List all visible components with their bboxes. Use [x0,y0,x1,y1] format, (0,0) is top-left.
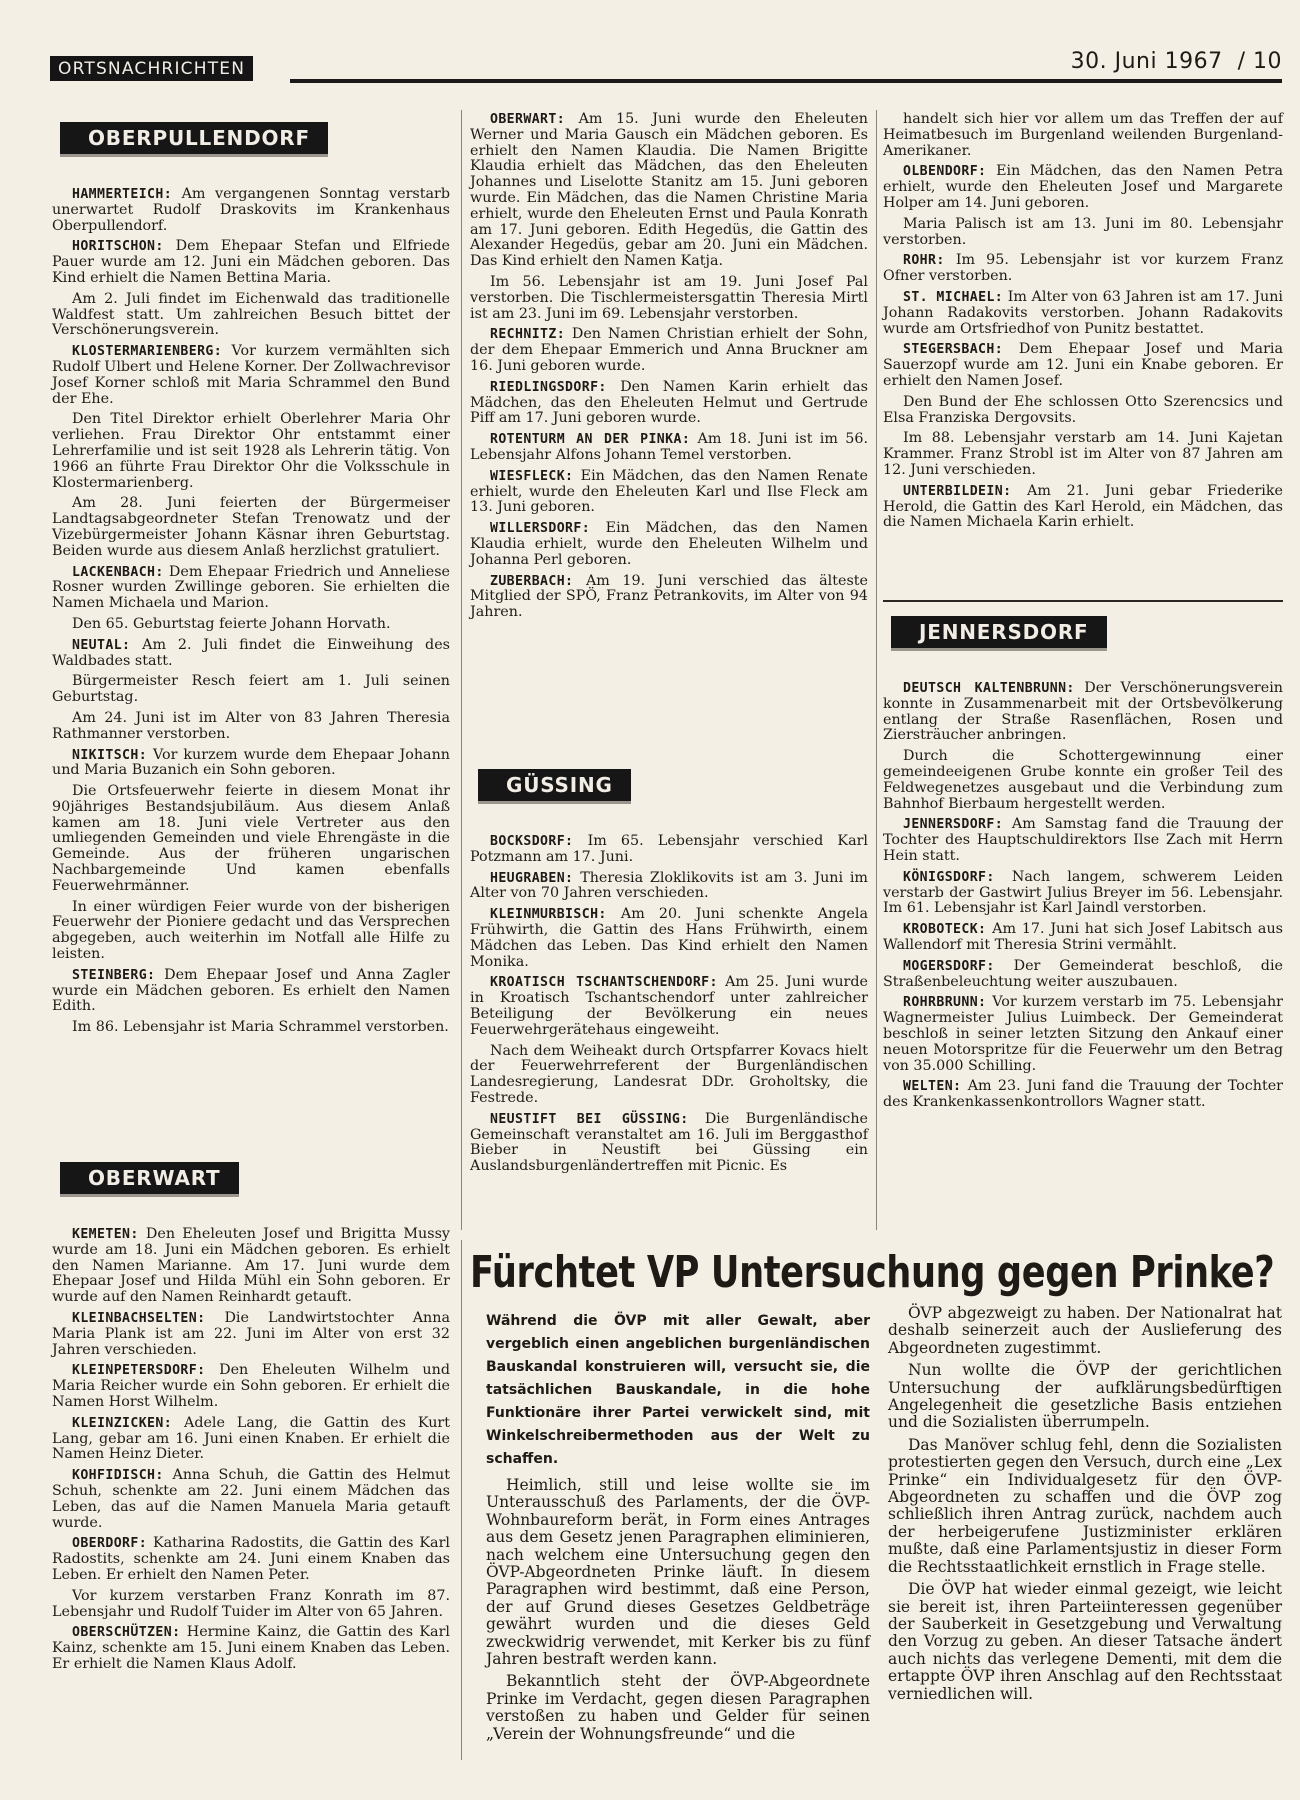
news-list-jennersdorf [883,681,1283,1111]
item-text: Am 17. Juni hat sich Josef Labitsch aus Wallendorf mit Theresia Strini vermählt. [883,921,1283,953]
news-item [883,995,1283,1074]
article-rule [461,1240,462,1760]
news-item [52,1363,450,1410]
news-item [52,617,450,633]
news-item [52,1536,450,1583]
place-name: JENNERSDORF: [903,817,1004,833]
news-item [883,959,1283,991]
news-list-guessing-cont [883,112,1283,531]
place-name: DEUTSCH KALTENBRUNN: [903,681,1075,696]
news-item [52,412,450,491]
section-guessing: GÜSSING [478,769,631,804]
news-item [883,749,1283,812]
news-item [883,290,1283,337]
item-text: Im 56. Lebensjahr ist am 19. Juni Josef Pal verstorben. Die Tischlermeistersgattin Theresia Mirtl ist am 23. Juni im 69. Lebensjahr verstorben. [470,273,868,322]
news-item [883,1079,1283,1111]
news-item [883,342,1283,389]
news-item [52,496,450,559]
item-text: Die Landwirtstochter Anna Maria Plank ist am 22. Juni im Alter von erst 32 Jahren verschieden. [52,1309,450,1358]
news-item [883,484,1283,531]
article-body-left [486,1477,870,1743]
item-text: Am 20. Juni schenkte Angela Frühwirth, die Gattin des Hans Frühwirth, einem Mädchen das Leben. Das Kind erhielt den Namen Monika. [470,906,868,970]
news-item [883,681,1283,744]
news-item [883,112,1283,159]
place-name: RECHNITZ: [490,327,566,343]
article-paragraph: Das Manöver schlug fehl, denn die Sozialisten protestierten gegen den Versuch, durch eine „Lex Prinke“ ein Individualgesetz für den ÖVP-Abgeordneten zu schaffen und die ÖVP zog schließlich ihren Antrag zurück, nachdem auch der herbeigerufene Justizminister erklären mußte, daß eine Parlamentsjustiz in dieser Form die Rechtsstaatlichkeit ernstlich in Frage stelle. [888,1435,1282,1576]
item-text: Am vergangenen Sonntag verstarb unerwartet Rudolf Draskovits im Krankenhaus Oberpullendorf. [52,186,450,234]
news-list-guessing [470,834,868,1175]
news-item [470,1112,868,1175]
item-text: Am 19. Juni verschied das älteste Mitglied der SPÖ, Franz Petrankovits, im Alter von 94 Jahren. [470,572,868,621]
article-paragraph: Die ÖVP hat wieder einmal gezeigt, wie leicht sie bereit ist, ihren Parteiinteressen gegenüber der Sauberkeit in Gesetzgebung und Verwaltung den Vorzug zu geben. An dieser Tatsache ändert auch nichts das verlegene Dementi, mit dem die ertappte ÖVP ihren Anschlag auf den Rechtsstaat verniedlichen will. [888,1580,1282,1703]
section-oberwart: OBERWART [60,1162,239,1197]
item-text: Katharina Radostits, die Gattin des Karl Radostits, schenkte am 24. Juni einem Knaben das Leben. Er erhielt den Namen Peter. [52,1535,450,1583]
item-text: Vor kurzem vermählten sich Rudolf Ulbert und Helene Korner. Der Zollwachrevisor Josef Korner schloß mit Maria Schrammel den Bund der Ehe. [52,343,450,407]
place-name: OLBENDORF: [903,164,987,180]
item-text: Dem Ehepaar Friedrich und Anneliese Rosner wurden Zwillinge geboren. Sie erhielten die Namen Michaela und Marion. [52,563,450,612]
item-text: Am 25. Juni wurde in Kroatisch Tschantschendorf unter zahlreicher Beteiligung der Bevölkerung ein neues Feuerwehrgerätehaus eingeweiht. [470,974,868,1038]
item-text: Am 2. Juli findet die Einweihung des Waldbades statt. [52,636,450,669]
news-item [470,469,868,516]
column-rule-left [461,110,462,1230]
column-guessing [470,765,868,1180]
news-item [52,344,450,407]
item-text: Dem Ehepaar Stefan und Elfriede Pauer wurde am 12. Juni ein Mädchen geboren. Das Kind erhielt die Namen Bettina Maria. [52,238,450,286]
news-item [883,922,1283,954]
news-item [883,817,1283,864]
place-name: NIKITSCH: [72,747,148,763]
item-text: Vor kurzem verstarb im 75. Lebensjahr Wagnermeister Julius Luimbeck. Der Gemeinderat beschloß in seiner letzten Sitzung den Ankauf einer neuen Motorspritze für die Feuerwehr um den Betrag von 35.000 Schilling. [883,994,1283,1074]
item-text: Anna Schuh, die Gattin des Helmut Schuh, schenkte am 22. Juni einem Mädchen das Leben, das auf die Namen Manuela Maria getauft wurde. [52,1467,450,1531]
place-name: NEUSTIFT BEI GÜSSING: [490,1111,689,1127]
issue-date [1071,49,1282,74]
news-item [52,1416,450,1463]
item-text: Den Titel Direktor erhielt Oberlehrer Maria Ohr verliehen. Frau Direktor Ohr entstammt einer Lehrerfamilie und ist seit 1928 als Lehrerin tätig. Von 1966 an führte Frau Direktor Ohr die Volksschule in Klostermarienberg. [52,411,450,491]
item-text: handelt sich hier vor allem um das Treffen der auf Heimatbesuch im Burgenland weilenden Burgenland-Amerikaner. [883,111,1283,159]
item-text: Der Gemeinderat beschloß, die Straßenbeleuchtung weiter auszubauen. [883,957,1283,990]
place-name: HEUGRABEN: [490,870,574,886]
place-name: ROHR: [903,253,945,269]
section-label: ORTSNACHRICHTEN [50,56,253,81]
item-text: Der Verschönerungsverein konnte in Zusammenarbeit mit der Ortsbevölkerung entlang der Straße Rasenflächen, Rosen und Ziersträucher anbringen. [883,680,1283,744]
news-item [470,380,868,427]
article-headline: Fürchtet VP Untersuchung gegen Prinke? [470,1247,1275,1298]
place-name: BOCKSDORF: [490,834,574,849]
news-item [470,1044,868,1107]
place-name: WIESFLECK: [490,468,574,484]
news-list-oberwart-cont [470,112,868,621]
news-item [470,871,868,903]
place-name: HAMMERTEICH: [72,187,173,202]
column-rule-right [876,110,877,1230]
item-text: Den Eheleuten Josef und Brigitta Mussy wurde am 18. Juni ein Mädchen geboren. Es erhielt den Namen Marianne. Am 17. Juni wurde dem Ehepaar Josef und Hilda Mühl ein Sohn geboren. Er wurde auf den Namen Reinhardt getauft. [52,1226,450,1306]
news-item [470,521,868,568]
place-name: STEINBERG: [72,967,156,983]
news-item [52,748,450,780]
article-column-left [486,1310,870,1748]
place-name: KLEINMURBISCH: [490,907,607,923]
column-jennersdorf [883,612,1283,1116]
news-item [52,1227,450,1306]
news-item [883,395,1283,427]
place-name: KÖNIGSDORF: [903,869,995,885]
news-item [52,784,450,895]
item-text: Ein Mädchen, das den Namen Klaudia erhielt, wurde den Eheleuten Wilhelm und Johanna Perl geboren. [470,520,868,568]
news-item [52,239,450,286]
item-text: Dem Ehepaar Josef und Anna Zagler wurde ein Mädchen geboren. Es erhielt den Namen Edith. [52,966,450,1015]
news-item [470,275,868,322]
item-text: Adele Lang, die Gattin des Kurt Lang, gebar am 16. Juni einen Knaben. Er erhielt die Namen Heinz Dieter. [52,1414,450,1463]
place-name: UNTERBILDEIN: [903,483,1012,499]
news-item [52,638,450,670]
place-name: WILLERSDORF: [490,521,591,537]
item-text: Den Bund der Ehe schlossen Otto Szerencsics und Elsa Franziska Dergovsits. [883,393,1283,426]
news-item [470,975,868,1038]
item-text: Am 23. Juni fand die Trauung der Tochter des Krankenkassenkontrollors Wagner statt. [883,1078,1283,1111]
item-text: Die Burgenländische Gemeinschaft veranstaltet am 16. Juli im Berggasthof Bieber in Neustift bei Güssing ein Auslandsburgenländertreffen mit Picnic. Es [470,1110,868,1175]
news-item [52,292,450,339]
date-text: 30. Juni 1967 [1070,49,1223,74]
place-name: ROTENTURM AN DER PINKA: [490,432,691,448]
item-text: Ein Mädchen, das den Namen Petra erhielt, wurde den Eheleuten Josef und Margarete Holper am 14. Juni geboren. [883,163,1283,211]
item-text: Ein Mädchen, das den Namen Renate erhielt, wurde den Eheleuten Karl und Ilse Fleck am 13. Juni geboren. [470,467,868,516]
news-item [470,327,868,374]
item-text: Vor kurzem verstarben Franz Konrath im 87. Lebensjahr und Rudolf Tuider im Alter von 65 Jahren. [52,1587,450,1620]
column-oberpullendorf [52,118,450,1041]
item-text: Im Alter von 63 Jahren ist am 17. Juni Johann Radakovits verstorben. Johann Radakovits wurde am Ortsfriedhof von Punitz bestattet. [883,288,1283,337]
place-name: KROBOTECK: [903,922,987,938]
item-text: Vor kurzem wurde dem Ehepaar Johann und Maria Buzanich ein Sohn geboren. [52,746,450,779]
article-paragraph: Heimlich, still und leise wollte sie im Unterausschuß des Parlaments, der die ÖVP-Wohnbaureform berät, in Form eines Antrages aus dem Gesetz jenen Paragraphen eliminieren, nach welchem eine Untersuchung gegen den ÖVP-Abgeordneten Prinke läuft. In diesem Paragraphen wird bestimmt, daß eine Person, der auf Grund dieses Gesetzes Geldbeträge gewährt wurden und die dieses Geld zweckwidrig verwendet, mit Kerker bis zu fünf Jahren bestraft werden kann. [486,1476,870,1669]
news-item [52,1625,450,1672]
news-item [470,574,868,621]
item-text: Am 24. Juni ist im Alter von 83 Jahren Theresia Rathmanner verstorben. [52,709,450,742]
item-text: Bürgermeister Resch feiert am 1. Juli seinen Geburtstag. [52,673,450,706]
news-item [52,1311,450,1358]
place-name: LACKENBACH: [72,564,164,580]
place-name: MOGERSDORF: [903,958,995,974]
news-item [52,711,450,743]
item-text: Im 86. Lebensjahr ist Maria Schrammel verstorben. [72,1019,449,1036]
item-text: Theresia Zloklikovits ist am 3. Juni im Alter von 70 Jahren verschieden. [470,869,868,902]
place-name: ZUBERBACH: [490,573,574,589]
article-lead: Während die ÖVP mit aller Gewalt, aber vergeblich einen angeblichen burgenländischen Bauskandal konstruieren will, versucht sie, die tatsächlichen Bauskandale, in die hohe Funktionäre ihrer Partei verwickelt sind, mit Winkelschreibermethoden aus der Welt zu schaffen. [486,1313,870,1467]
place-name: OBERSCHÜTZEN: [72,1625,181,1641]
article-paragraph: ÖVP abgezweigt zu haben. Der Nationalrat hat deshalb seinerzeit auch der Auslieferung des Abgeordneten zugestimmt. [888,1304,1282,1357]
place-name: KLEINBACHSELTEN: [72,1310,206,1326]
place-name: ROHRBRUNN: [903,995,987,1011]
news-item [470,112,868,270]
place-name: OBERDORF: [72,1536,148,1552]
item-text: Am Samstag fand die Trauung der Tochter des Hauptschuldirektors Ilse Zach mit Herrn Hein statt. [883,816,1283,864]
article-paragraph: Bekanntlich steht der ÖVP-Abgeordnete Prinke im Verdacht, gegen diesen Paragraphen verstoßen zu haben und Gelder für seinen „Verein der Wohnungsfreunde“ und die [486,1672,870,1743]
item-text: Den 65. Geburtstag feierte Johann Horvath. [72,615,391,632]
column-oberwart [52,1158,450,1678]
place-name: NEUTAL: [72,637,131,653]
place-name: KOHFIDISCH: [72,1468,164,1484]
news-item [52,1589,450,1621]
item-text: Am 21. Juni gebar Friederike Herold, die Gattin des Karl Herold, ein Mädchen, das die Namen Michaela Karin erhielt. [883,482,1283,531]
news-item [883,253,1283,285]
news-item [52,1020,450,1036]
place-name: WELTEN: [903,1079,962,1095]
section-oberpullendorf: OBERPULLENDORF [60,122,328,157]
news-item [470,834,868,866]
item-text: Den Eheleuten Wilhelm und Maria Reicher wurde ein Sohn geboren. Er erhielt die Namen Horst Wilhelm. [52,1362,450,1410]
news-item [52,565,450,612]
item-text: Die Ortsfeuerwehr feierte in diesem Monat ihr 90jähriges Bestandsjubiläum. Aus diesem Anlaß kamen am 18. Juni viele Vertreter aus den umliegenden Gemeinden und viele Ehrengäste in die Gemeinde. Aus der früheren ungarischen Nachbargemeinde Und kamen ebenfalls Feuerwehrmänner. [52,783,450,894]
news-item [883,164,1283,211]
place-name: RIEDLINGSDORF: [490,379,607,395]
article-body-right [888,1305,1282,1703]
item-text: Im 65. Lebensjahr verschied Karl Potzmann am 17. Juni. [470,833,868,865]
article-column-right [888,1305,1282,1708]
item-text: Im 88. Lebensjahr verstarb am 14. Juni Kajetan Krammer. Franz Strobl ist im Alter von 87 Jahren am 12. Juni verschieden. [883,430,1283,478]
item-text: Am 18. Juni ist im 56. Lebensjahr Alfons Johann Temel verstorben. [470,431,868,463]
article-paragraph: Nun wollte die ÖVP der gerichtlichen Untersuchung der aufklärungsbedürftigen Angelegenheit die gesetzliche Basis entziehen und die Sozialisten überrumpeln. [888,1361,1282,1432]
place-name: HORITSCHON: [72,239,164,255]
news-item [470,432,868,464]
news-item [470,907,868,970]
news-item [52,900,450,963]
place-name: KEMETEN: [72,1227,139,1242]
news-item [52,187,450,234]
news-item [52,968,450,1015]
item-text: Am 2. Juli findet im Eichenwald das traditionelle Waldfest statt. Um zahlreichen Besuch bittet der Verschönerungsverein. [52,290,450,339]
item-text: In einer würdigen Feier wurde von der bisherigen Feuerwehr der Pioniere gedacht und das Versprechen abgegeben, auch weiterhin im Notfall alle Hilfe zu leisten. [52,898,450,963]
column-oberwart-cont [470,112,868,626]
place-name: KLEINPETERSDORF: [72,1363,206,1379]
place-name: ST. MICHAEL: [903,289,1004,305]
item-text: Nach dem Weiheakt durch Ortspfarrer Kovacs hielt der Feuerwehrreferent der Burgenländischen Landesregierung, Landesrat DDr. Groholtsky, die Festrede. [470,1042,868,1106]
column-separator [883,600,1283,602]
news-item [883,870,1283,917]
item-text: Durch die Schottergewinnung einer gemeindeeigenen Grube konnte ein großer Teil des Feldwegenetzes ausgebaut und die Verbindung zum Bahnhof Bierbaum hergestellt werden. [883,748,1283,812]
place-name: OBERWART: [490,112,566,127]
news-list-oberpullendorf [52,187,450,1036]
place-name: STEGERSBACH: [903,342,1004,358]
page-number: / 10 [1237,49,1282,74]
news-list-oberwart [52,1227,450,1673]
place-name: KLEINZICKEN: [72,1415,173,1431]
item-text: Am 28. Juni feierten der Bürgermeiser Landtagsabgeordneter Stefan Trenowatz und der Vizebürgermeister Johann Käsnar ihren Geburtstag. Beiden wurde aus diesem Anlaß herzlichst gratuliert. [52,495,450,559]
item-text: Im 95. Lebensjahr ist vor kurzem Franz Ofner verstorben. [883,252,1283,285]
place-name: KLOSTERMARIENBERG: [72,344,223,360]
item-text: Nach langem, schwerem Leiden verstarb der Gastwirt Julius Breyer im 56. Lebensjahr. Im 61. Lebensjahr ist Karl Jaindl verstorben. [883,868,1283,917]
header-rule [290,79,1282,83]
item-text: Den Namen Christian erhielt der Sohn, der dem Ehepaar Emmerich und Anna Bruckner am 16. Juni geboren wurde. [470,326,868,374]
item-text: Den Namen Karin erhielt das Mädchen, das den Eheleuten Helmut und Gertrude Piff am 17. Juni geboren wurde. [470,378,868,427]
section-jennersdorf: JENNERSDORF [891,616,1107,651]
place-name: KROATISCH TSCHANTSCHENDORF: [490,975,718,991]
item-text: Maria Palisch ist am 13. Juni im 80. Lebensjahr verstorben. [883,215,1283,248]
item-text: Hermine Kainz, die Gattin des Karl Kainz, schenkte am 15. Juni einem Knaben das Leben. Er erhielt die Namen Klaus Adolf. [52,1624,450,1672]
news-item [52,1468,450,1531]
news-item [52,674,450,706]
news-item [883,431,1283,478]
item-text: Dem Ehepaar Josef und Maria Sauerzopf wurde am 12. Juni ein Knabe geboren. Er erhielt den Namen Josef. [883,341,1283,389]
news-item [883,217,1283,249]
column-guessing-cont [883,112,1283,536]
item-text: Am 15. Juni wurde den Eheleuten Werner und Maria Gausch ein Mädchen geboren. Es erhielt den Namen Klaudia. Die Namen Brigitte Klaudia erhielt das Mädchen, das den Eheleuten Johannes und Liselotte Stanitz am 15. Juni geboren wurde. Ein Mädchen, das die Namen Christine Maria erhielt, wurde den Eheleuten Ernst und Paula Konrath am 17. Juni geboren. Edith Hegedüs, die Gattin des Alexander Hegedüs, gebar am 20. Juni ein Mädchen. Das Kind erhielt den Namen Katja. [470,111,868,270]
